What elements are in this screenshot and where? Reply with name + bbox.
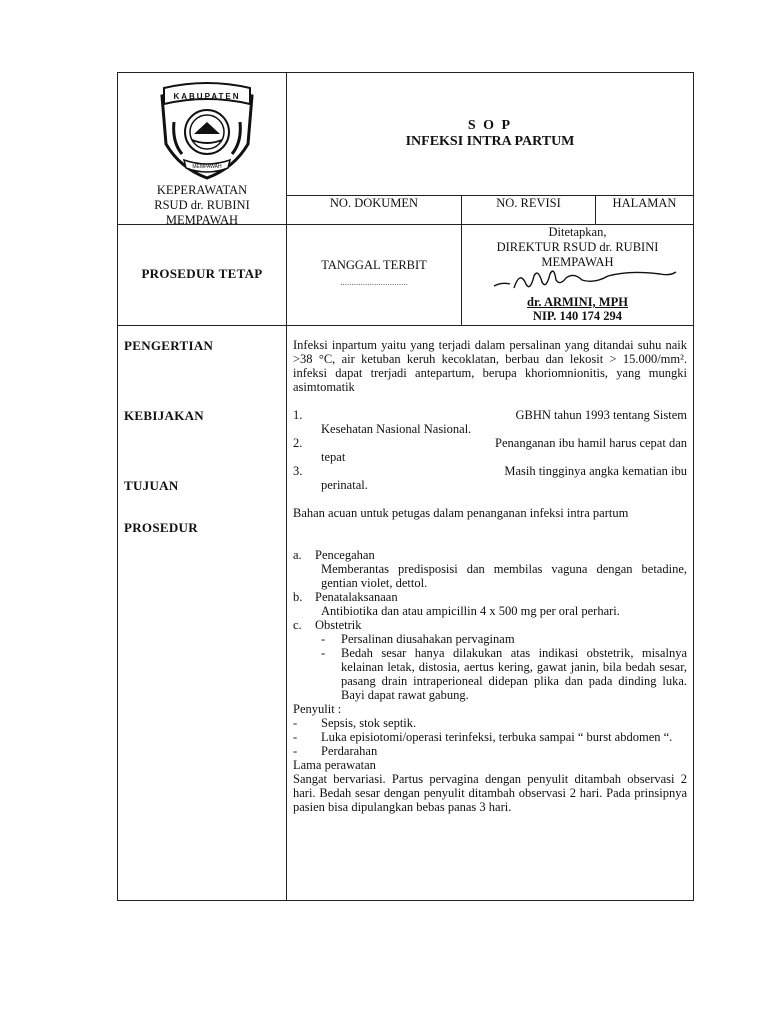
label-pengertian: PENGERTIAN (124, 338, 214, 353)
signer-name: dr. ARMINI, MPH (527, 295, 628, 309)
penyulit-item: - Perdarahan (293, 744, 687, 758)
prosedur-a-body: Memberantas predisposisi dan membilas vaguna dengan betadine, gentian violet, dettol. (321, 562, 687, 590)
no-dokumen-label: NO. DOKUMEN (329, 196, 419, 210)
direktur-line-2: MEMPAWAH (541, 255, 614, 269)
unit-line: KEPERAWATAN (156, 183, 248, 197)
penyulit-item: - Luka episiotomi/operasi terinfeksi, terbuka sampai “ burst abdomen “. (293, 730, 687, 744)
kebijakan-first: GBHN tahun 1993 tentang Sistem (515, 408, 687, 422)
ditetapkan-label: Ditetapkan, (548, 225, 607, 239)
penyulit-title: Penyulit : (293, 702, 342, 716)
kebijakan-first: Masih tingginya angka kematian ibu (504, 464, 687, 478)
signer-nip: NIP. 140 174 294 (532, 309, 623, 323)
unit-line: MEMPAWAH (165, 213, 239, 227)
penyulit-text: Luka episiotomi/operasi terinfeksi, terbuka sampai “ burst abdomen “. (321, 730, 673, 744)
unit-name (118, 183, 286, 228)
no-revisi-label: NO. REVISI (496, 196, 561, 210)
kebijakan-item (293, 464, 687, 492)
penyulit-text: Sepsis, stok septik. (321, 716, 417, 730)
kebijakan-item (293, 436, 687, 464)
title-text: INFEKSI INTRA PARTUM (405, 134, 575, 149)
lama-body: Sangat bervariasi. Partus pervagina dengan penyulit ditambah observasi 2 hari. Bedah sesar dengan penyulit ditambah observasi 2 hari. Pada prinsipnya pasien bisa dipulangkan bebas panas 3 hari. (293, 772, 687, 814)
obstetrik-item: - Bedah sesar hanya dilakukan atas indikasi obstetrik, misalnya kelainan letak, distosia, aertus kering, gawat janin, bila bedah sesar, pasang drain intraperioneal didepan plika dan pada dinding luka. Bayi dapat rawat gabung. (321, 646, 687, 702)
list-letter: c. (293, 618, 302, 632)
prosedur-b (293, 590, 687, 604)
list-title: Obstetrik (315, 618, 362, 632)
label-prosedur: PROSEDUR (124, 520, 198, 535)
kebijakan-num: 2. (293, 436, 303, 450)
halaman-label: HALAMAN (612, 196, 677, 210)
kebijakan-num: 1. (293, 408, 303, 422)
prosedur-content (293, 548, 687, 814)
obstetrik-text: Bedah sesar hanya dilakukan atas indikasi obstetrik, misalnya kelainan letak, distosia, aertus kering, gawat janin, bila bedah sesar, pasang drain intraperioneal didepan plika dan pada dinding luka. Bayi dapat rawat gabung. (341, 646, 687, 702)
kebijakan-item (293, 408, 687, 436)
tanggal-terbit-label: TANGGAL TERBIT (321, 258, 427, 272)
penyulit-text: Perdarahan (321, 744, 378, 758)
list-title: Penatalaksanaan (315, 590, 398, 604)
sop-label: S O P (467, 118, 513, 133)
kebijakan-list (293, 408, 687, 492)
penyulit-item: - Sepsis, stok septik. (293, 716, 687, 730)
svg-text:KABUPATEN: KABUPATEN (173, 92, 241, 101)
label-kebijakan: KEBIJAKAN (124, 408, 204, 423)
document-title (287, 118, 693, 150)
kebijakan-rest: perinatal. (321, 478, 368, 492)
list-title: Pencegahan (315, 548, 375, 562)
obstetrik-item: - Persalinan diusahakan pervaginam (293, 632, 687, 646)
tujuan-text: Bahan acuan untuk petugas dalam penanganan infeksi intra partum (293, 506, 629, 520)
list-letter: b. (293, 590, 303, 604)
signer-block (462, 295, 693, 323)
signature (490, 264, 680, 294)
svg-text:MEMPAWAH: MEMPAWAH (192, 164, 222, 170)
prosedur-c (293, 618, 687, 632)
label-tujuan: TUJUAN (124, 478, 179, 493)
lama-title: Lama perawatan (293, 758, 376, 772)
unit-line: RSUD dr. RUBINI (154, 198, 250, 212)
kebijakan-rest: tepat (321, 450, 346, 464)
obstetrik-text: Persalinan diusahakan pervaginam (341, 632, 515, 646)
direktur-line-1: DIREKTUR RSUD dr. RUBINI (496, 240, 659, 254)
prosedur-b-body: Antibiotika dan atau ampicillin 4 x 500 mg per oral perhari. (321, 604, 620, 618)
prosedur-tetap-label: PROSEDUR TETAP (141, 266, 263, 281)
hospital-logo (154, 82, 260, 182)
kebijakan-first: Penanganan ibu hamil harus cepat dan (495, 436, 687, 450)
list-letter: a. (293, 548, 302, 562)
kebijakan-rest: Kesehatan Nasional Nasional. (321, 422, 472, 436)
prosedur-a (293, 548, 687, 562)
tanggal-terbit-dots: .............................. (340, 277, 408, 287)
kebijakan-num: 3. (293, 464, 303, 478)
pengertian-text: Infeksi inpartum yaitu yang terjadi dalam persalinan yang ditandai suhu naik >38 °C, air ketuban keruh kecoklatan, berbau dan lekosit > 15.000/mm². infeksi dapat trerjadi antepartum, berupa khoriomnionitis, yang mungki asimtomatik (293, 338, 687, 394)
